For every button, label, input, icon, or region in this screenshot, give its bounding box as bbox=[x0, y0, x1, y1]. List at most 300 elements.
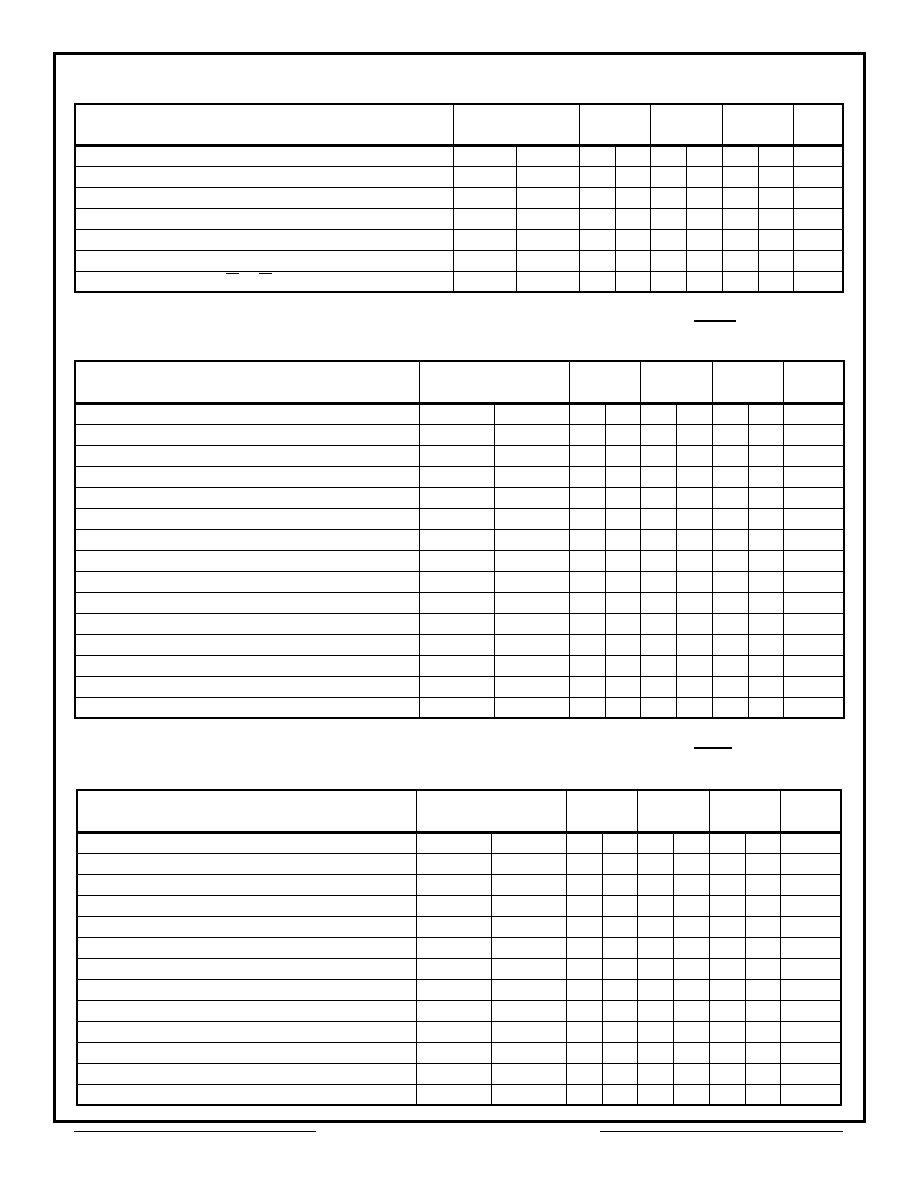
table-cell[interactable] bbox=[673, 895, 709, 916]
table-cell[interactable] bbox=[780, 937, 841, 958]
table-cell[interactable] bbox=[494, 508, 569, 529]
table-cell[interactable] bbox=[453, 208, 516, 229]
table-cell[interactable] bbox=[650, 271, 686, 292]
table-cell[interactable] bbox=[676, 634, 712, 655]
table-cell[interactable] bbox=[686, 229, 722, 250]
table-cell[interactable] bbox=[494, 571, 569, 592]
table-cell[interactable] bbox=[491, 1021, 566, 1042]
table-cell[interactable] bbox=[494, 676, 569, 697]
table-cell[interactable] bbox=[605, 466, 640, 487]
table-cell[interactable] bbox=[494, 529, 569, 550]
table-cell[interactable] bbox=[419, 592, 494, 613]
table-cell[interactable] bbox=[722, 229, 758, 250]
table-cell[interactable] bbox=[722, 145, 758, 166]
table-cell[interactable] bbox=[77, 874, 416, 895]
table-cell[interactable] bbox=[491, 979, 566, 1000]
table-cell[interactable] bbox=[783, 403, 844, 424]
table-cell[interactable] bbox=[579, 271, 615, 292]
table-cell[interactable] bbox=[793, 250, 843, 271]
table-cell[interactable] bbox=[637, 1063, 673, 1084]
table-cell[interactable] bbox=[419, 487, 494, 508]
table-cell[interactable] bbox=[673, 937, 709, 958]
table-cell[interactable] bbox=[516, 145, 579, 166]
table-cell[interactable] bbox=[566, 832, 602, 853]
table-cell[interactable] bbox=[758, 271, 793, 292]
table-cell[interactable] bbox=[709, 832, 745, 853]
table-cell[interactable] bbox=[722, 187, 758, 208]
table-cell[interactable] bbox=[640, 508, 676, 529]
table-cell[interactable] bbox=[75, 208, 453, 229]
table-cell[interactable] bbox=[579, 187, 615, 208]
table-cell[interactable] bbox=[491, 832, 566, 853]
table-cell[interactable] bbox=[780, 1063, 841, 1084]
table-cell[interactable] bbox=[712, 697, 748, 718]
table-cell[interactable] bbox=[602, 1084, 637, 1105]
table-cell[interactable] bbox=[75, 592, 419, 613]
table-cell[interactable] bbox=[712, 424, 748, 445]
table-cell[interactable] bbox=[748, 697, 783, 718]
table-cell[interactable] bbox=[748, 445, 783, 466]
table-cell[interactable] bbox=[686, 271, 722, 292]
table-cell[interactable] bbox=[793, 229, 843, 250]
table-cell[interactable] bbox=[686, 250, 722, 271]
table-cell[interactable] bbox=[722, 250, 758, 271]
table-cell[interactable] bbox=[676, 697, 712, 718]
table-cell[interactable] bbox=[579, 145, 615, 166]
table-cell[interactable] bbox=[491, 1063, 566, 1084]
table-cell[interactable] bbox=[605, 634, 640, 655]
table-cell[interactable] bbox=[491, 853, 566, 874]
table-cell[interactable] bbox=[748, 613, 783, 634]
table-cell[interactable] bbox=[650, 166, 686, 187]
table-cell[interactable] bbox=[602, 853, 637, 874]
table-cell[interactable] bbox=[745, 1042, 780, 1063]
table-cell[interactable] bbox=[650, 250, 686, 271]
table-cell[interactable] bbox=[494, 487, 569, 508]
table-cell[interactable] bbox=[676, 487, 712, 508]
table-cell[interactable] bbox=[793, 145, 843, 166]
table-cell[interactable] bbox=[780, 832, 841, 853]
table-cell[interactable] bbox=[676, 571, 712, 592]
table-cell[interactable] bbox=[780, 1084, 841, 1105]
table-cell[interactable] bbox=[758, 250, 793, 271]
table-cell[interactable] bbox=[569, 613, 605, 634]
table-cell[interactable] bbox=[745, 958, 780, 979]
table-cell[interactable] bbox=[569, 466, 605, 487]
table-cell[interactable] bbox=[783, 697, 844, 718]
table-cell[interactable] bbox=[416, 832, 491, 853]
table-cell[interactable] bbox=[605, 592, 640, 613]
table-cell[interactable] bbox=[416, 1000, 491, 1021]
table-cell[interactable] bbox=[780, 979, 841, 1000]
table-cell[interactable] bbox=[419, 613, 494, 634]
table-cell[interactable] bbox=[712, 508, 748, 529]
table-cell[interactable] bbox=[758, 166, 793, 187]
table-cell[interactable] bbox=[569, 508, 605, 529]
table-cell[interactable] bbox=[416, 895, 491, 916]
table-cell[interactable] bbox=[709, 916, 745, 937]
table-cell[interactable] bbox=[77, 853, 416, 874]
table-cell[interactable] bbox=[745, 1021, 780, 1042]
table-cell[interactable] bbox=[780, 853, 841, 874]
table-cell[interactable] bbox=[783, 445, 844, 466]
table-cell[interactable] bbox=[602, 979, 637, 1000]
table-cell[interactable] bbox=[605, 487, 640, 508]
table-cell[interactable] bbox=[673, 853, 709, 874]
table-cell[interactable] bbox=[745, 895, 780, 916]
table-cell[interactable] bbox=[566, 874, 602, 895]
table-cell[interactable] bbox=[602, 958, 637, 979]
table-cell[interactable] bbox=[637, 958, 673, 979]
table-cell[interactable] bbox=[602, 937, 637, 958]
table-cell[interactable] bbox=[566, 1084, 602, 1105]
table-cell[interactable] bbox=[75, 676, 419, 697]
table-cell[interactable] bbox=[494, 655, 569, 676]
table-cell[interactable] bbox=[605, 655, 640, 676]
table-cell[interactable] bbox=[516, 166, 579, 187]
table-cell[interactable] bbox=[748, 508, 783, 529]
table-cell[interactable] bbox=[75, 250, 453, 271]
table-cell[interactable] bbox=[77, 1000, 416, 1021]
table-cell[interactable] bbox=[793, 166, 843, 187]
table-cell[interactable] bbox=[602, 916, 637, 937]
table-cell[interactable] bbox=[494, 403, 569, 424]
table-cell[interactable] bbox=[602, 874, 637, 895]
table-cell[interactable] bbox=[686, 145, 722, 166]
table-cell[interactable] bbox=[566, 1042, 602, 1063]
table-cell[interactable] bbox=[783, 592, 844, 613]
table-cell[interactable] bbox=[637, 916, 673, 937]
table-cell[interactable] bbox=[419, 550, 494, 571]
table-cell[interactable] bbox=[602, 1000, 637, 1021]
table-cell[interactable] bbox=[75, 466, 419, 487]
table-cell[interactable] bbox=[712, 634, 748, 655]
table-cell[interactable] bbox=[673, 1000, 709, 1021]
table-cell[interactable] bbox=[640, 403, 676, 424]
table-cell[interactable] bbox=[77, 895, 416, 916]
table-cell[interactable] bbox=[494, 424, 569, 445]
table-cell[interactable] bbox=[673, 958, 709, 979]
table-cell[interactable] bbox=[712, 403, 748, 424]
table-cell[interactable] bbox=[419, 403, 494, 424]
table-cell[interactable] bbox=[516, 250, 579, 271]
table-cell[interactable] bbox=[605, 529, 640, 550]
table-cell[interactable] bbox=[516, 229, 579, 250]
table-cell[interactable] bbox=[637, 1000, 673, 1021]
table-cell[interactable] bbox=[416, 1084, 491, 1105]
table-cell[interactable] bbox=[494, 613, 569, 634]
table-cell[interactable] bbox=[780, 1000, 841, 1021]
table-cell[interactable] bbox=[745, 1000, 780, 1021]
table-cell[interactable] bbox=[569, 571, 605, 592]
table-cell[interactable] bbox=[75, 571, 419, 592]
table-cell[interactable] bbox=[77, 916, 416, 937]
table-cell[interactable] bbox=[77, 1042, 416, 1063]
table-cell[interactable] bbox=[712, 550, 748, 571]
table-cell[interactable] bbox=[453, 250, 516, 271]
table-cell[interactable] bbox=[783, 529, 844, 550]
table-cell[interactable] bbox=[793, 208, 843, 229]
table-cell[interactable] bbox=[709, 958, 745, 979]
table-cell[interactable] bbox=[77, 832, 416, 853]
table-cell[interactable] bbox=[637, 1042, 673, 1063]
table-cell[interactable] bbox=[602, 1063, 637, 1084]
table-cell[interactable] bbox=[673, 1021, 709, 1042]
table-cell[interactable] bbox=[748, 550, 783, 571]
table-cell[interactable] bbox=[722, 208, 758, 229]
table-cell[interactable] bbox=[75, 445, 419, 466]
table-cell[interactable] bbox=[419, 529, 494, 550]
table-cell[interactable] bbox=[75, 634, 419, 655]
table-cell[interactable] bbox=[712, 529, 748, 550]
table-cell[interactable] bbox=[579, 166, 615, 187]
table-cell[interactable] bbox=[676, 466, 712, 487]
table-cell[interactable] bbox=[453, 187, 516, 208]
table-cell[interactable] bbox=[637, 937, 673, 958]
table-cell[interactable] bbox=[75, 550, 419, 571]
table-cell[interactable] bbox=[516, 187, 579, 208]
table-cell[interactable] bbox=[650, 229, 686, 250]
table-cell[interactable] bbox=[579, 229, 615, 250]
table-cell[interactable] bbox=[748, 592, 783, 613]
table-cell[interactable] bbox=[602, 1042, 637, 1063]
table-cell[interactable] bbox=[637, 1084, 673, 1105]
table-cell[interactable] bbox=[602, 895, 637, 916]
table-cell[interactable] bbox=[615, 271, 650, 292]
table-cell[interactable] bbox=[77, 1084, 416, 1105]
table-cell[interactable] bbox=[686, 208, 722, 229]
table-cell[interactable] bbox=[748, 655, 783, 676]
table-cell[interactable] bbox=[566, 1000, 602, 1021]
table-cell[interactable] bbox=[605, 676, 640, 697]
table-cell[interactable] bbox=[745, 979, 780, 1000]
table-cell[interactable] bbox=[783, 571, 844, 592]
table-cell[interactable] bbox=[491, 1084, 566, 1105]
table-cell[interactable] bbox=[650, 208, 686, 229]
table-cell[interactable] bbox=[637, 874, 673, 895]
table-cell[interactable] bbox=[75, 403, 419, 424]
table-cell[interactable] bbox=[676, 655, 712, 676]
table-cell[interactable] bbox=[453, 166, 516, 187]
table-cell[interactable] bbox=[416, 874, 491, 895]
table-cell[interactable] bbox=[566, 895, 602, 916]
table-cell[interactable] bbox=[416, 958, 491, 979]
table-cell[interactable] bbox=[676, 403, 712, 424]
table-cell[interactable] bbox=[453, 271, 516, 292]
table-cell[interactable] bbox=[722, 166, 758, 187]
table-cell[interactable] bbox=[748, 676, 783, 697]
table-cell[interactable] bbox=[491, 916, 566, 937]
table-cell[interactable] bbox=[566, 1063, 602, 1084]
table-cell[interactable] bbox=[758, 229, 793, 250]
table-cell[interactable] bbox=[640, 655, 676, 676]
table-cell[interactable] bbox=[637, 832, 673, 853]
table-cell[interactable] bbox=[676, 508, 712, 529]
table-cell[interactable] bbox=[748, 571, 783, 592]
table-cell[interactable] bbox=[709, 874, 745, 895]
table-cell[interactable] bbox=[416, 1021, 491, 1042]
table-cell[interactable] bbox=[75, 166, 453, 187]
table-cell[interactable] bbox=[75, 508, 419, 529]
table-cell[interactable] bbox=[748, 424, 783, 445]
table-cell[interactable] bbox=[637, 853, 673, 874]
table-cell[interactable] bbox=[579, 250, 615, 271]
table-cell[interactable] bbox=[416, 916, 491, 937]
table-cell[interactable] bbox=[780, 874, 841, 895]
table-cell[interactable] bbox=[605, 697, 640, 718]
table-cell[interactable] bbox=[780, 1042, 841, 1063]
table-cell[interactable] bbox=[780, 958, 841, 979]
table-cell[interactable] bbox=[709, 937, 745, 958]
table-cell[interactable] bbox=[419, 655, 494, 676]
table-cell[interactable] bbox=[566, 1021, 602, 1042]
table-cell[interactable] bbox=[566, 853, 602, 874]
table-cell[interactable] bbox=[640, 466, 676, 487]
table-cell[interactable] bbox=[494, 550, 569, 571]
table-cell[interactable] bbox=[77, 1063, 416, 1084]
table-cell[interactable] bbox=[676, 529, 712, 550]
table-cell[interactable] bbox=[75, 655, 419, 676]
table-cell[interactable] bbox=[640, 529, 676, 550]
table-cell[interactable] bbox=[673, 1063, 709, 1084]
table-cell[interactable] bbox=[793, 187, 843, 208]
table-cell[interactable] bbox=[605, 424, 640, 445]
table-cell[interactable] bbox=[676, 550, 712, 571]
table-cell[interactable] bbox=[77, 1021, 416, 1042]
table-cell[interactable] bbox=[783, 487, 844, 508]
table-cell[interactable] bbox=[676, 676, 712, 697]
table-cell[interactable] bbox=[783, 676, 844, 697]
table-cell[interactable] bbox=[615, 208, 650, 229]
table-cell[interactable] bbox=[712, 655, 748, 676]
table-cell[interactable] bbox=[640, 445, 676, 466]
table-cell[interactable] bbox=[709, 979, 745, 1000]
table-cell[interactable] bbox=[605, 613, 640, 634]
table-cell[interactable] bbox=[783, 613, 844, 634]
table-cell[interactable] bbox=[419, 571, 494, 592]
table-cell[interactable] bbox=[491, 937, 566, 958]
table-cell[interactable] bbox=[640, 592, 676, 613]
table-cell[interactable] bbox=[780, 916, 841, 937]
table-cell[interactable] bbox=[640, 424, 676, 445]
table-cell[interactable] bbox=[569, 550, 605, 571]
table-cell[interactable] bbox=[758, 145, 793, 166]
table-cell[interactable] bbox=[569, 655, 605, 676]
table-cell[interactable] bbox=[615, 250, 650, 271]
table-cell[interactable] bbox=[419, 634, 494, 655]
table-cell[interactable] bbox=[650, 145, 686, 166]
table-cell[interactable] bbox=[419, 424, 494, 445]
table-cell[interactable] bbox=[673, 874, 709, 895]
table-cell[interactable] bbox=[676, 424, 712, 445]
table-cell[interactable] bbox=[745, 853, 780, 874]
table-cell[interactable] bbox=[745, 874, 780, 895]
table-cell[interactable] bbox=[419, 697, 494, 718]
table-cell[interactable] bbox=[640, 676, 676, 697]
table-cell[interactable] bbox=[745, 1063, 780, 1084]
table-cell[interactable] bbox=[676, 445, 712, 466]
table-cell[interactable] bbox=[453, 145, 516, 166]
table-cell[interactable] bbox=[579, 208, 615, 229]
table-cell[interactable] bbox=[569, 487, 605, 508]
table-cell[interactable] bbox=[712, 466, 748, 487]
table-cell[interactable] bbox=[77, 979, 416, 1000]
table-cell[interactable] bbox=[640, 697, 676, 718]
table-cell[interactable] bbox=[783, 550, 844, 571]
table-cell[interactable] bbox=[494, 697, 569, 718]
table-cell[interactable] bbox=[416, 979, 491, 1000]
table-cell[interactable] bbox=[748, 487, 783, 508]
table-cell[interactable] bbox=[783, 655, 844, 676]
table-cell[interactable] bbox=[637, 979, 673, 1000]
table-cell[interactable] bbox=[783, 508, 844, 529]
table-cell[interactable] bbox=[516, 271, 579, 292]
table-cell[interactable] bbox=[615, 145, 650, 166]
table-cell[interactable] bbox=[709, 1063, 745, 1084]
table-cell[interactable] bbox=[615, 229, 650, 250]
table-cell[interactable] bbox=[640, 487, 676, 508]
table-cell[interactable] bbox=[416, 1042, 491, 1063]
table-cell[interactable] bbox=[75, 145, 453, 166]
table-cell[interactable] bbox=[780, 895, 841, 916]
table-cell[interactable] bbox=[748, 466, 783, 487]
table-cell[interactable] bbox=[605, 571, 640, 592]
table-cell[interactable] bbox=[712, 571, 748, 592]
table-cell[interactable] bbox=[494, 592, 569, 613]
table-cell[interactable] bbox=[416, 937, 491, 958]
table-cell[interactable] bbox=[673, 979, 709, 1000]
table-cell[interactable] bbox=[748, 529, 783, 550]
table-cell[interactable] bbox=[569, 697, 605, 718]
table-cell[interactable] bbox=[75, 697, 419, 718]
table-cell[interactable] bbox=[75, 229, 453, 250]
table-cell[interactable] bbox=[637, 1021, 673, 1042]
table-cell[interactable] bbox=[745, 1084, 780, 1105]
table-cell[interactable] bbox=[419, 508, 494, 529]
table-cell[interactable] bbox=[780, 1021, 841, 1042]
table-cell[interactable] bbox=[494, 466, 569, 487]
table-cell[interactable] bbox=[416, 1063, 491, 1084]
table-cell[interactable] bbox=[605, 445, 640, 466]
table-cell[interactable] bbox=[491, 1042, 566, 1063]
table-cell[interactable] bbox=[605, 508, 640, 529]
table-cell[interactable] bbox=[722, 271, 758, 292]
table-cell[interactable] bbox=[640, 634, 676, 655]
table-cell[interactable] bbox=[77, 937, 416, 958]
table-cell[interactable] bbox=[709, 1000, 745, 1021]
table-cell[interactable] bbox=[709, 1042, 745, 1063]
table-cell[interactable] bbox=[569, 403, 605, 424]
table-cell[interactable] bbox=[602, 832, 637, 853]
table-cell[interactable] bbox=[491, 874, 566, 895]
table-cell[interactable] bbox=[566, 916, 602, 937]
table-cell[interactable] bbox=[569, 676, 605, 697]
table-cell[interactable] bbox=[673, 832, 709, 853]
table-cell[interactable] bbox=[640, 613, 676, 634]
table-cell[interactable] bbox=[745, 937, 780, 958]
table-cell[interactable] bbox=[491, 958, 566, 979]
table-cell[interactable] bbox=[419, 676, 494, 697]
table-cell[interactable] bbox=[686, 187, 722, 208]
table-cell[interactable] bbox=[673, 916, 709, 937]
table-cell[interactable] bbox=[640, 550, 676, 571]
table-cell[interactable] bbox=[494, 445, 569, 466]
table-cell[interactable] bbox=[712, 592, 748, 613]
table-cell[interactable] bbox=[569, 634, 605, 655]
table-cell[interactable] bbox=[676, 592, 712, 613]
table-cell[interactable] bbox=[605, 403, 640, 424]
table-cell[interactable] bbox=[416, 853, 491, 874]
